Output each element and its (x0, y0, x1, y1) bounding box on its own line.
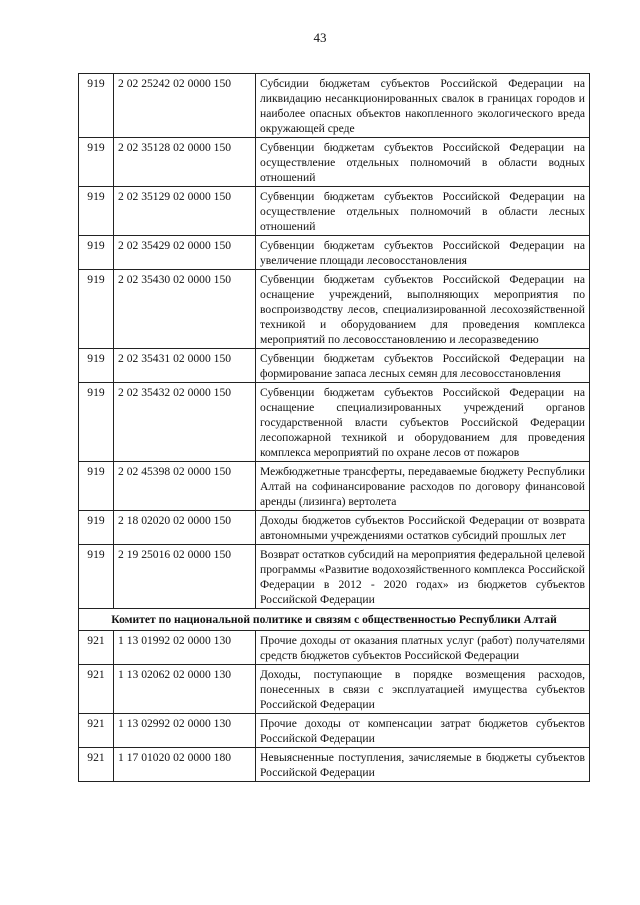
revenue-code-cell: 1 17 01020 02 0000 180 (114, 748, 256, 782)
revenue-code-cell: 2 18 02020 02 0000 150 (114, 511, 256, 545)
table-row (79, 74, 590, 138)
table-row (79, 511, 590, 545)
revenue-code-cell: 1 13 02062 02 0000 130 (114, 665, 256, 714)
admin-code-cell: 921 (79, 714, 114, 748)
revenue-name-cell: Возврат остатков субсидий на мероприятия федеральной целевой программы «Развитие водохозяйственного комплекса Российской Федерации в 2012 - 2020 годах» из бюджетов субъектов Российской Федерации (256, 545, 590, 609)
revenue-name-cell: Доходы, поступающие в порядке возмещения расходов, понесенных в связи с эксплуатацией имущества субъектов Российской Федерации (256, 665, 590, 714)
revenue-code-cell: 1 13 02992 02 0000 130 (114, 714, 256, 748)
admin-code-cell: 919 (79, 383, 114, 462)
table-row (79, 236, 590, 270)
page-number: 43 (313, 30, 327, 45)
admin-code-cell: 921 (79, 665, 114, 714)
revenue-name-cell: Прочие доходы от оказания платных услуг (работ) получателями средств бюджетов субъектов Российской Федерации (256, 631, 590, 665)
revenue-name-cell: Доходы бюджетов субъектов Российской Федерации от возврата автономными учреждениями остатков субсидий прошлых лет (256, 511, 590, 545)
table-row (79, 138, 590, 187)
revenue-code-cell: 2 02 35129 02 0000 150 (114, 187, 256, 236)
table-row (79, 270, 590, 349)
revenue-code-cell: 2 02 35432 02 0000 150 (114, 383, 256, 462)
admin-code-cell: 919 (79, 545, 114, 609)
table-row (79, 187, 590, 236)
revenue-code-cell: 2 02 35128 02 0000 150 (114, 138, 256, 187)
admin-code-cell: 921 (79, 748, 114, 782)
table-row (79, 631, 590, 665)
revenue-code-cell: 2 02 35431 02 0000 150 (114, 349, 256, 383)
admin-code-cell: 921 (79, 631, 114, 665)
revenue-name-cell: Субвенции бюджетам субъектов Российской Федерации на оснащение учреждений, выполняющих мероприятия по воспроизводству лесов, специализированной лесохозяйственной техникой и оборудованием для проведения комплекса мероприятий по лесовосстановлению и лесоразведению (256, 270, 590, 349)
revenue-code-cell: 2 02 25242 02 0000 150 (114, 74, 256, 138)
admin-code-cell: 919 (79, 187, 114, 236)
revenue-name-cell: Субвенции бюджетам субъектов Российской Федерации на увеличение площади лесовосстановления (256, 236, 590, 270)
admin-code-cell: 919 (79, 270, 114, 349)
admin-code-cell: 919 (79, 462, 114, 511)
revenue-name-cell: Субвенции бюджетам субъектов Российской Федерации на осуществление отдельных полномочий в области лесных отношений (256, 187, 590, 236)
table-row (79, 665, 590, 714)
revenue-name-cell: Межбюджетные трансферты, передаваемые бюджету Республики Алтай на софинансирование расходов по договору финансовой аренды (лизинга) вертолета (256, 462, 590, 511)
revenue-code-cell: 2 19 25016 02 0000 150 (114, 545, 256, 609)
revenue-name-cell: Субвенции бюджетам субъектов Российской Федерации на формирование запаса лесных семян для лесовосстановления (256, 349, 590, 383)
admin-code-cell: 919 (79, 236, 114, 270)
admin-code-cell: 919 (79, 349, 114, 383)
table-row (79, 545, 590, 609)
revenue-name-cell: Прочие доходы от компенсации затрат бюджетов субъектов Российской Федерации (256, 714, 590, 748)
admin-code-cell: 919 (79, 74, 114, 138)
table-row (79, 349, 590, 383)
table-row (79, 462, 590, 511)
section-header-row (79, 609, 590, 631)
section-title: Комитет по национальной политике и связям с общественностью Республики Алтай (79, 609, 590, 631)
revenue-code-cell: 2 02 45398 02 0000 150 (114, 462, 256, 511)
revenue-code-cell: 2 02 35429 02 0000 150 (114, 236, 256, 270)
table-row (79, 383, 590, 462)
table-row (79, 748, 590, 782)
admin-code-cell: 919 (79, 511, 114, 545)
revenue-name-cell: Субсидии бюджетам субъектов Российской Федерации на ликвидацию несанкционированных свалок в границах городов и наиболее опасных объектов накопленного экологического вреда окружающей среде (256, 74, 590, 138)
revenue-code-cell: 1 13 01992 02 0000 130 (114, 631, 256, 665)
revenue-code-cell: 2 02 35430 02 0000 150 (114, 270, 256, 349)
revenue-name-cell: Субвенции бюджетам субъектов Российской Федерации на осуществление отдельных полномочий в области водных отношений (256, 138, 590, 187)
admin-code-cell: 919 (79, 138, 114, 187)
revenue-name-cell: Субвенции бюджетам субъектов Российской Федерации на оснащение специализированных учреждений органов государственной власти субъектов Российской Федерации лесопожарной техникой и оборудованием для проведения комплекса мероприятий по охране лесов от пожаров (256, 383, 590, 462)
table-row (79, 714, 590, 748)
revenue-name-cell: Невыясненные поступления, зачисляемые в бюджеты субъектов Российской Федерации (256, 748, 590, 782)
revenue-codes-table (78, 73, 590, 782)
